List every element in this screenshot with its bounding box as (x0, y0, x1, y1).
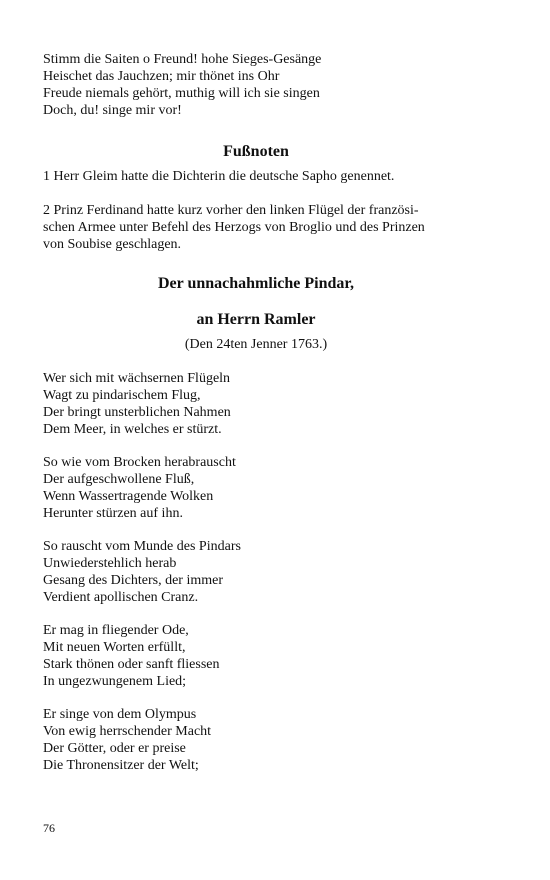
verse-line: Verdient apollischen Cranz. (43, 590, 199, 605)
stanza (43, 370, 483, 438)
verse-line: Freude niemals gehört, muthig will ich sie singen (43, 86, 320, 101)
verse-line: Er mag in fliegender Ode, (43, 623, 189, 638)
page-number: 76 (43, 821, 55, 835)
verse-line: Doch, du! singe mir vor! (43, 103, 182, 118)
footnote-text: von Soubise geschlagen. (43, 237, 182, 252)
verse-line: Heischet das Jauchzen; mir thönet ins Ohr (43, 69, 280, 84)
poem-title: Der unnachahmliche Pindar, (157, 275, 355, 292)
verse-line: Wenn Wassertragende Wolken (43, 489, 214, 504)
footnote-1 (43, 168, 483, 185)
stanza (43, 622, 483, 690)
stanza (43, 538, 483, 606)
verse-line: Der bringt unsterblichen Nahmen (43, 405, 231, 420)
stanza-top (43, 51, 483, 119)
verse-line: Wer sich mit wächsernen Flügeln (43, 371, 231, 386)
footnotes-heading: Fußnoten (223, 143, 289, 160)
poem-date: (Den 24ten Jenner 1763.) (184, 337, 328, 352)
verse-line: Die Thronensitzer der Welt; (43, 758, 199, 773)
verse-line: Herunter stürzen auf ihn. (43, 506, 183, 521)
footnote-text: 1 Herr Gleim hatte die Dichterin die deutsche Sapho genennet. (43, 169, 395, 184)
verse-line: Dem Meer, in welches er stürzt. (43, 422, 222, 437)
footnote-text: 2 Prinz Ferdinand hatte kurz vorher den linken Flügel der französi- (43, 203, 419, 218)
footnote-2 (43, 202, 483, 253)
poem-subtitle: an Herrn Ramler (196, 311, 316, 328)
verse-line: Mit neuen Worten erfüllt, (43, 640, 186, 655)
footnote-text: schen Armee unter Befehl des Herzogs von Broglio und des Prinzen (43, 220, 425, 235)
stanza (43, 706, 483, 774)
verse-line: In ungezwungenem Lied; (43, 674, 187, 689)
verse-line: Stark thönen oder sanft fliessen (43, 657, 220, 672)
verse-line: Wagt zu pindarischem Flug, (43, 388, 201, 403)
verse-line: Von ewig herrschender Macht (43, 724, 212, 739)
verse-line: Der aufgeschwollene Fluß, (43, 472, 195, 487)
verse-line: So rauscht vom Munde des Pindars (43, 539, 241, 554)
verse-line: Er singe von dem Olympus (43, 707, 197, 722)
verse-line: Unwiederstehlich herab (43, 556, 177, 571)
verse-line: So wie vom Brocken herabrauscht (43, 455, 236, 470)
stanza (43, 454, 483, 522)
verse-line: Der Götter, oder er preise (43, 741, 186, 756)
verse-line: Stimm die Saiten o Freund! hohe Sieges-Gesänge (43, 52, 322, 67)
verse-line: Gesang des Dichters, der immer (43, 573, 223, 588)
